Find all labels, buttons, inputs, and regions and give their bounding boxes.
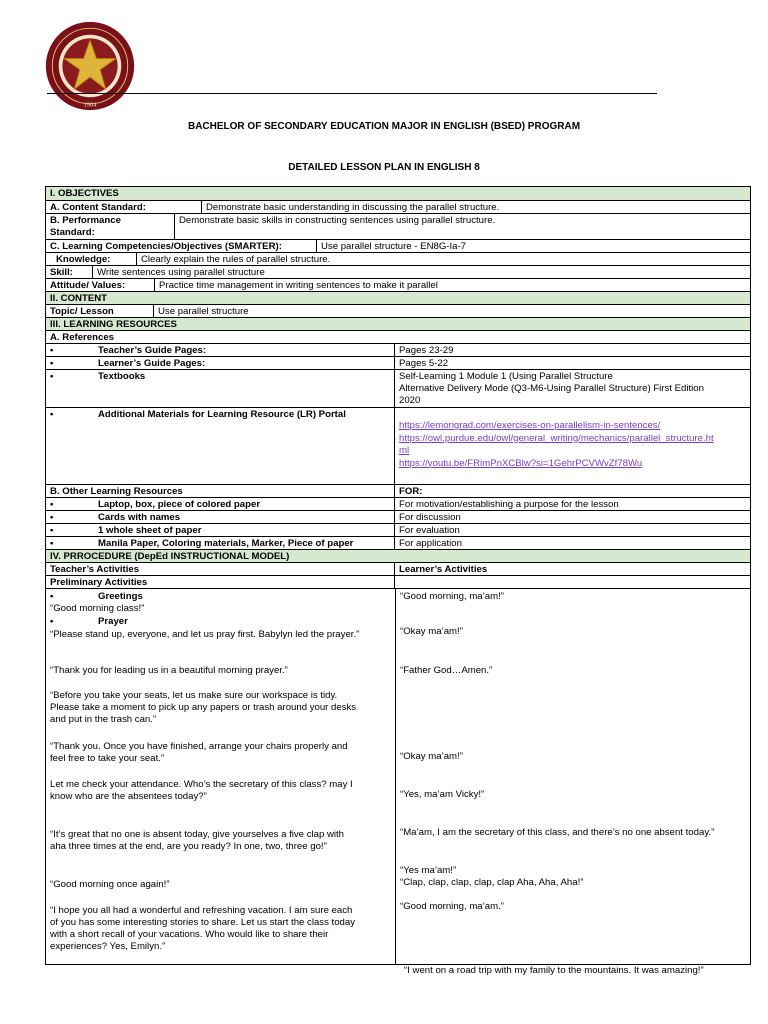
prayer-label: Prayer (98, 616, 128, 627)
preliminary-row: Preliminary Activities (46, 575, 750, 588)
knowledge-value: Clearly explain the rules of parallel structure. (136, 253, 334, 265)
learner-line: “Good morning, ma’am.” (400, 901, 504, 912)
university-seal-logo (44, 20, 136, 112)
other-resource-row: • Cards with names For discussion (46, 510, 750, 523)
topic-row: Topic/ Lesson Use parallel structure (46, 304, 750, 317)
learner-line: “Good morning, ma’am!” (400, 591, 504, 602)
teacher-line: “Please stand up, everyone, and let us pray first. Babylyn led the prayer.” (50, 629, 360, 640)
lesson-plan-table (45, 186, 751, 976)
topic-value: Use parallel structure (153, 305, 253, 317)
teachers-guide-row: • Teacher’s Guide Pages: Pages 23-29 (46, 343, 750, 356)
teacher-line: know who are the absentees today?” (50, 791, 207, 802)
svg-text:1904: 1904 (83, 101, 97, 109)
teacher-line: “Good morning once again!” (50, 879, 170, 890)
teacher-line: “Thank you. Once you have finished, arrange your chairs properly and (50, 741, 348, 752)
learner-line: “Yes ma’am!” (400, 865, 457, 876)
learner-line: “Clap, clap, clap, clap, clap Aha, Aha, Aha!” (400, 877, 584, 888)
competencies-value: Use parallel structure - EN8G-Ia-7 (316, 240, 470, 252)
teacher-line: experiences? Yes, Emilyn.” (50, 941, 166, 952)
content-standard-row: A. Content Standard: Demonstrate basic understanding in discussing the parallel structure. (46, 200, 750, 213)
purdue-owl-link[interactable]: https://owl.purdue.edu/owl/general_writing/mechanics/parallel_structure.ht (399, 432, 714, 444)
learner-line: “Okay ma’am!” (400, 751, 463, 762)
knowledge-row: Knowledge: Clearly explain the rules of parallel structure. (46, 252, 750, 265)
learner-line: “Yes, ma’am Vicky!” (400, 789, 485, 800)
teacher-line: “Thank you for leading us in a beautiful morning prayer.” (50, 665, 288, 676)
other-resource-row: • Laptop, box, piece of colored paper For motivation/establishing a purpose for the lesson (46, 497, 750, 510)
learner-line: “Father God…Amen.” (400, 665, 493, 676)
content-standard-value: Demonstrate basic understanding in discussing the parallel structure. (201, 201, 503, 213)
skill-row: Skill: Write sentences using parallel structure (46, 265, 750, 278)
learners-guide-row: • Learner’s Guide Pages: Pages 5-22 (46, 356, 750, 369)
objectives-heading: I. OBJECTIVES (46, 187, 750, 200)
learner-line: “I went on a road trip with my family to the mountains. It was amazing!” (404, 965, 704, 976)
other-resource-row: • Manila Paper, Coloring materials, Marker, Piece of paper For application (46, 536, 750, 549)
purdue-owl-link-cont[interactable]: ml (399, 445, 410, 456)
learner-line: “Ma’am, I am the secretary of this class, and there’s no one absent today.” (400, 827, 715, 838)
lemongrad-link[interactable]: https://lemongrad.com/exercises-on-parallelism-in-sentences/ (399, 420, 661, 431)
content-heading: II. CONTENT (46, 291, 750, 304)
teacher-line: aha three times at the end, are you ready? In one, two, three go!” (50, 841, 327, 852)
greetings-label: Greetings (98, 591, 143, 602)
teacher-line: and put in the trash can.” (50, 714, 157, 725)
additional-materials-row: • Additional Materials for Learning Resource (LR) Portal https://lemongrad.com/exercises-on-parallelism-in-sentences/ https://owl.purdue.edu/owl/general_writing/mechanics/parallel_structure.ht ml https://youtu.be/FRimPnXCBlw?si=1GehrPCVWvZf78Wu (46, 407, 750, 484)
teacher-line: with a short recall of your vacations. Who would like to share their (50, 929, 329, 940)
attitude-row: Attitude/ Values: Practice time management in writing sentences to make it parallel (46, 278, 750, 291)
document-title: DETAILED LESSON PLAN IN ENGLISH 8 (288, 162, 480, 173)
textbooks-row: • Textbooks Self-Learning 1 Module 1 (Using Parallel Structure Alternative Delivery Mode (Q3-M6-Using Parallel Structure) First Edition 2020 (46, 369, 750, 407)
teacher-line: “Good morning class!” (50, 603, 145, 614)
header-rule (47, 93, 657, 94)
teacher-line: “It’s great that no one is absent today, give yourselves a five clap with (50, 829, 345, 840)
dialogue-section: • Greetings “Good morning class!” • Prayer “Please stand up, everyone, and let us pray first. Babylyn led the prayer.” “Thank you for leading us in a beautiful morning prayer.” “Before you take your seats, let us make sure our workspace is tidy. Please take a moment to pick up any papers or trash around your desks and put in the trash can.” “Thank you. Once you have finished, arrange your chairs properly and feel free to take your seat.” Let me check your attendance. Who’s the secretary of this class? may I know who are the absentees today?” “It’s great that no one is absent today, give yourselves a five clap with aha three times at the end, are you ready? In one, two, three go!” “Good morning once again!” “I hope you all had a wonderful and refreshing vacation. I am sure each of you has some interesting stories to share. Let us start the class today with a short recall of your vacations. Who would like to share their experiences? Yes, Emilyn.” “Good morning, ma’am!” “Okay ma’am!” “Father God…Amen.” “Okay ma’am!” “Yes, ma’am Vicky!” “Ma’am, I am the secretary of this class, and there’s no one absent today.” “Yes ma’am!” “Clap, clap, clap, clap, clap Aha, Aha, Aha!” “Good morning, ma’am.” “I went on a road trip with my family to the mountains. It was amazing!” (46, 588, 750, 964)
teacher-line: “Before you take your seats, let us make sure our workspace is tidy. (50, 690, 338, 701)
teacher-line: feel free to take your seat.” (50, 753, 165, 764)
teacher-line: Let me check your attendance. Who’s the secretary of this class? may I (50, 779, 353, 790)
learner-activities-header: Learner’s Activities (399, 564, 488, 575)
other-resources-header-row: B. Other Learning Resources FOR: (46, 484, 750, 497)
other-resource-row: • 1 whole sheet of paper For evaluation (46, 523, 750, 536)
youtube-link[interactable]: https://youtu.be/FRimPnXCBlw?si=1GehrPCVWvZf78Wu (399, 457, 643, 469)
references-label: A. References (46, 330, 750, 343)
performance-standard-value: Demonstrate basic skills in constructing sentences using parallel structure. (174, 214, 499, 239)
procedure-heading: IV. PRROCEDURE (DepEd INSTRUCTIONAL MODEL) (46, 549, 750, 562)
teacher-line: “I hope you all had a wonderful and refreshing vacation. I am sure each (50, 905, 353, 916)
attitude-value: Practice time management in writing sentences to make it parallel (154, 279, 442, 291)
resources-heading: III. LEARNING RESOURCES (46, 317, 750, 330)
skill-value: Write sentences using parallel structure (92, 266, 269, 278)
teacher-activities-header: Teacher’s Activities (46, 563, 395, 575)
learner-line: “Okay ma’am!” (400, 626, 463, 637)
teacher-line: of you has some interesting stories to share. Let us start the class today (50, 917, 356, 928)
program-title: BACHELOR OF SECONDARY EDUCATION MAJOR IN ENGLISH (BSED) PROGRAM (187, 121, 581, 132)
teacher-line: Please take a moment to pick up any papers or trash around your desks (50, 702, 357, 713)
activities-header-row (46, 562, 750, 575)
performance-standard-row: B. Performance Standard: Demonstrate basic skills in constructing sentences using parallel structure. (46, 213, 750, 239)
competencies-row: C. Learning Competencies/Objectives (SMARTER): Use parallel structure - EN8G-Ia-7 (46, 239, 750, 252)
